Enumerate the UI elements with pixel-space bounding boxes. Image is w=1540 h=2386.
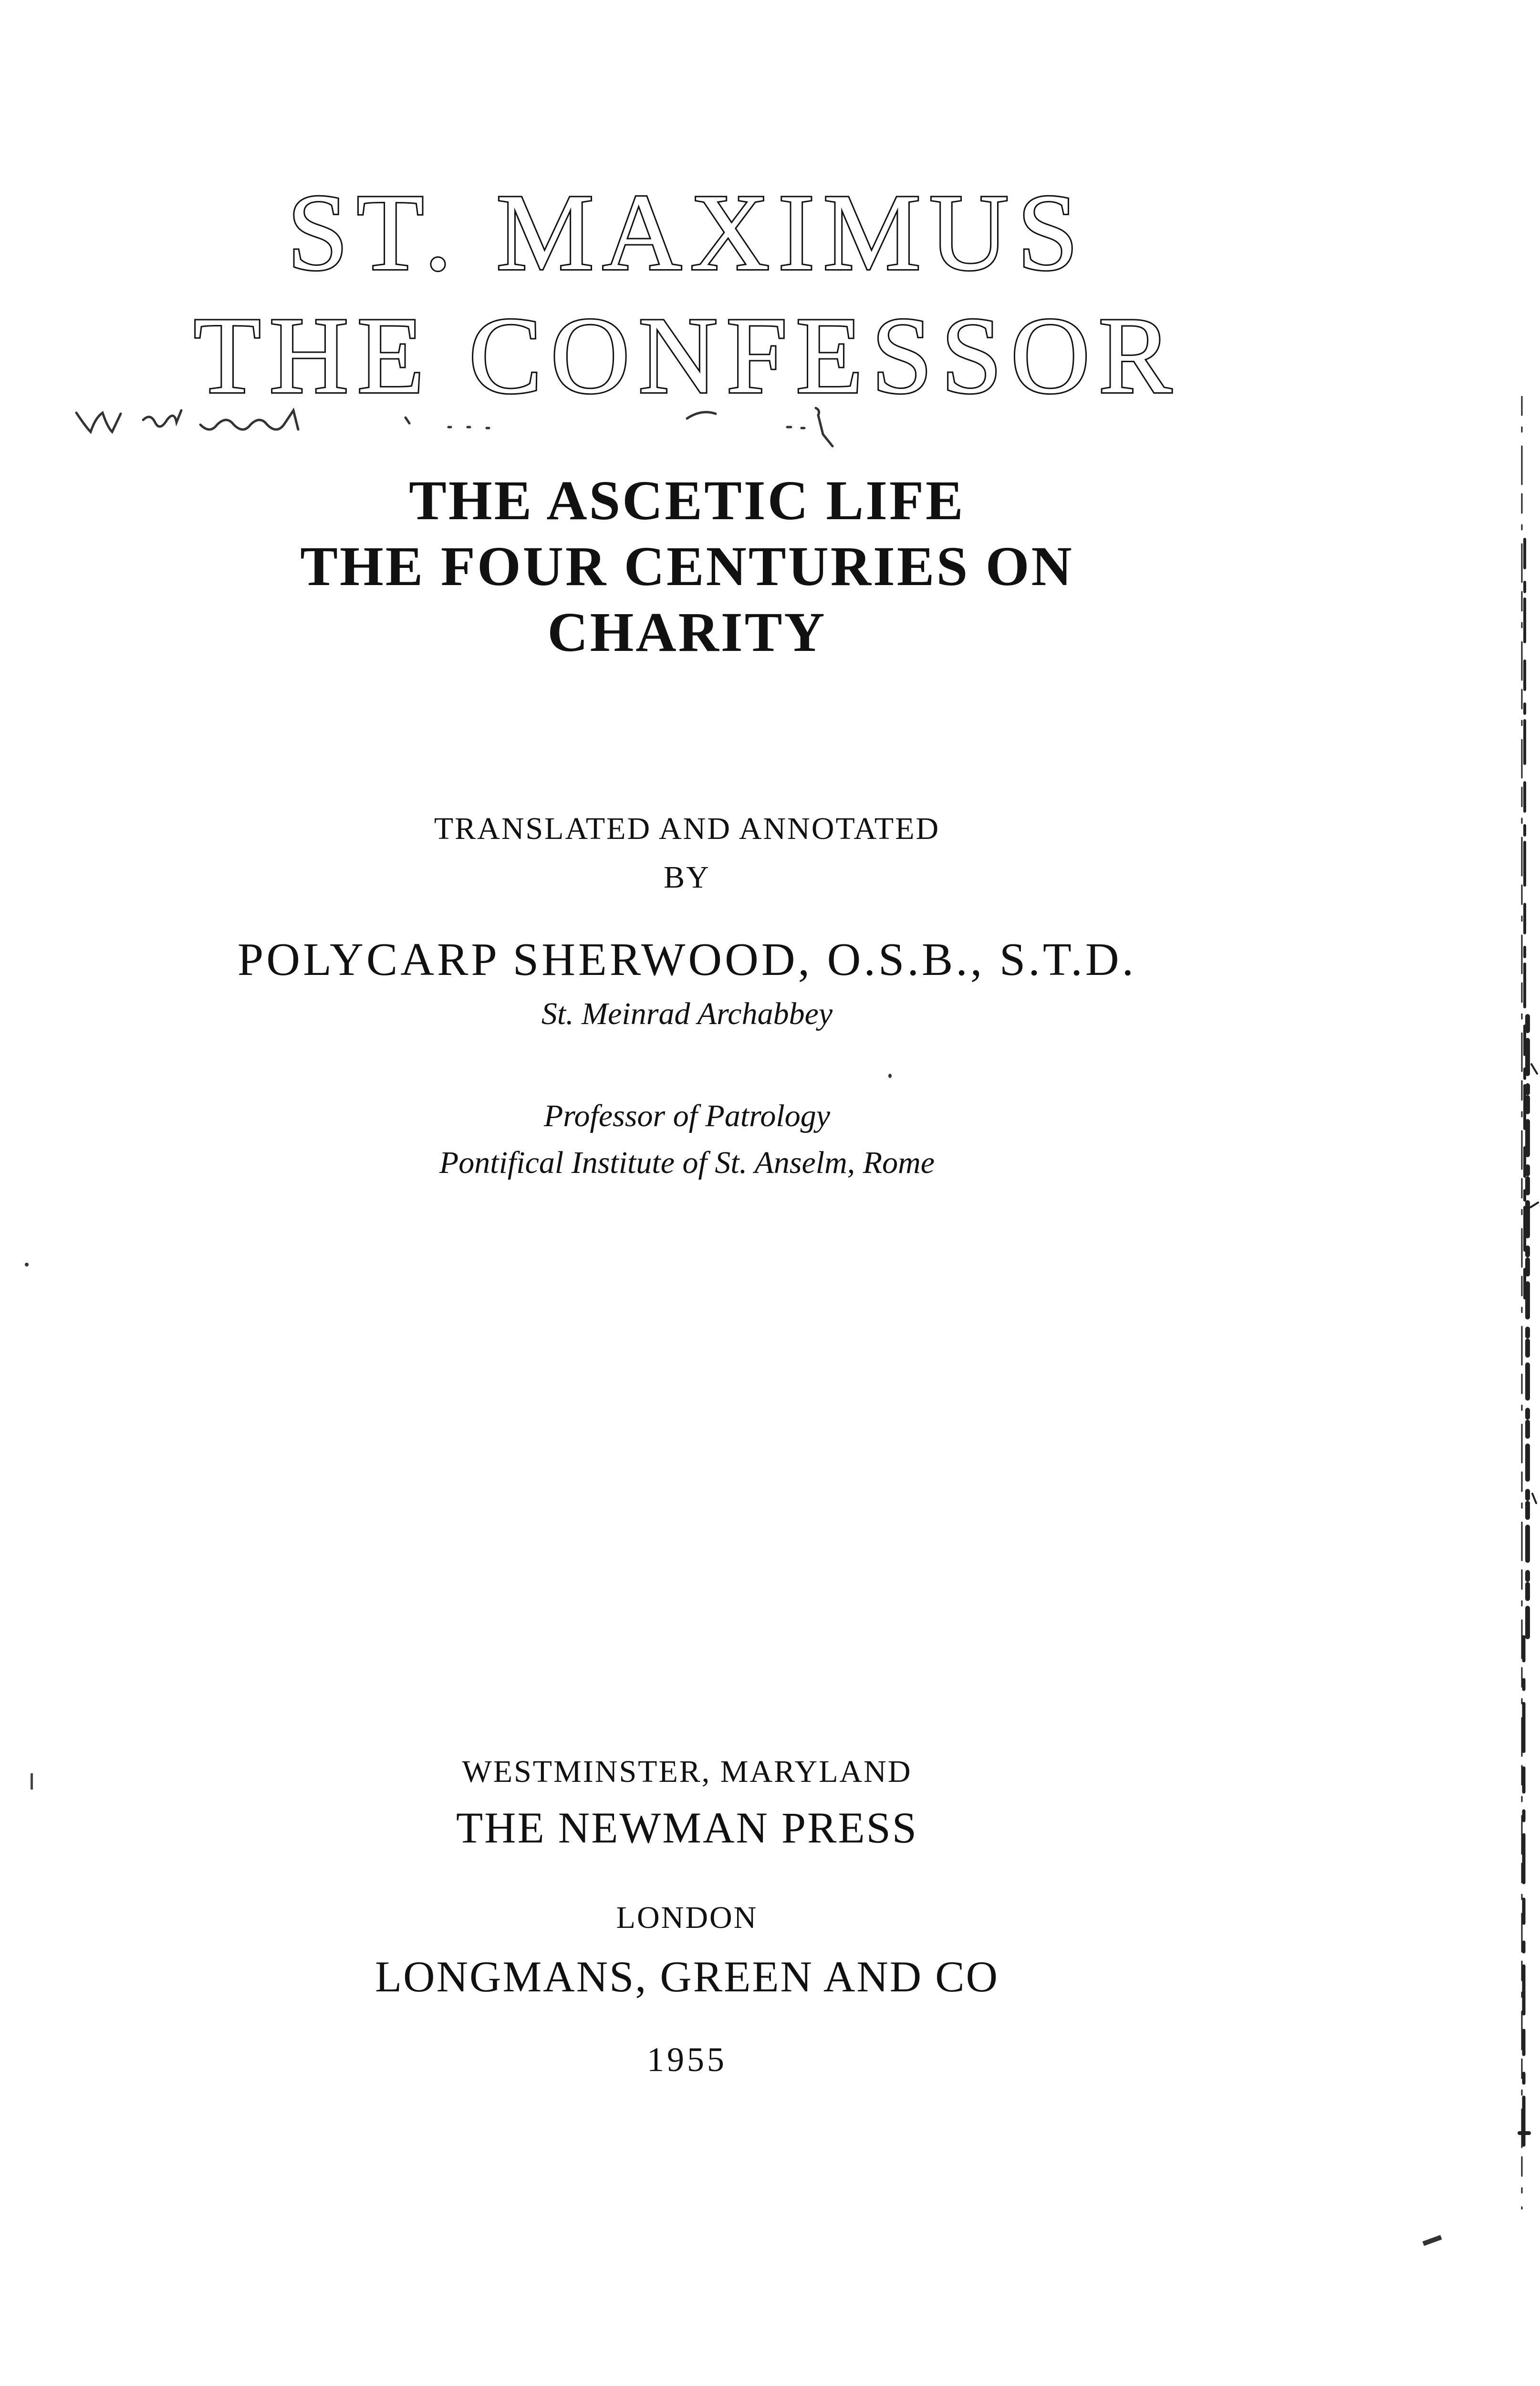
publisher-name-1: THE NEWMAN PRESS — [456, 1803, 918, 1852]
subtitle-line-1: THE ASCETIC LIFE — [409, 469, 965, 532]
subtitle-line-3: CHARITY — [547, 601, 827, 663]
translated-annotated-label: TRANSLATED AND ANNOTATED — [434, 811, 940, 846]
publisher-name-2: LONGMANS, GREEN AND CO — [375, 1952, 999, 2001]
publisher-place-1: WESTMINSTER, MARYLAND — [462, 1754, 912, 1789]
author-affiliation-2: Professor of Patrology — [543, 1099, 831, 1133]
scan-speck — [888, 1074, 892, 1078]
scan-speck — [1422, 2235, 1442, 2246]
publisher-place-2: LONDON — [616, 1900, 758, 1935]
author-name: POLYCARP SHERWOOD, O.S.B., S.T.D. — [237, 934, 1137, 985]
author-affiliation-1: St. Meinrad Archabbey — [541, 996, 833, 1031]
book-title-line-2: THE CONFESSOR — [194, 294, 1180, 416]
publication-year: 1955 — [647, 2041, 727, 2079]
gutter-scan-edge — [1503, 396, 1540, 2209]
handwritten-scribble — [72, 398, 883, 451]
book-title-line-1: ST. MAXIMUS — [287, 171, 1087, 293]
author-affiliation-3: Pontifical Institute of St. Anselm, Rome — [439, 1145, 935, 1180]
scan-speck — [25, 1263, 29, 1266]
subtitle-line-2: THE FOUR CENTURIES ON — [300, 535, 1074, 597]
by-label: BY — [664, 860, 710, 895]
scan-speck — [31, 1773, 33, 1790]
